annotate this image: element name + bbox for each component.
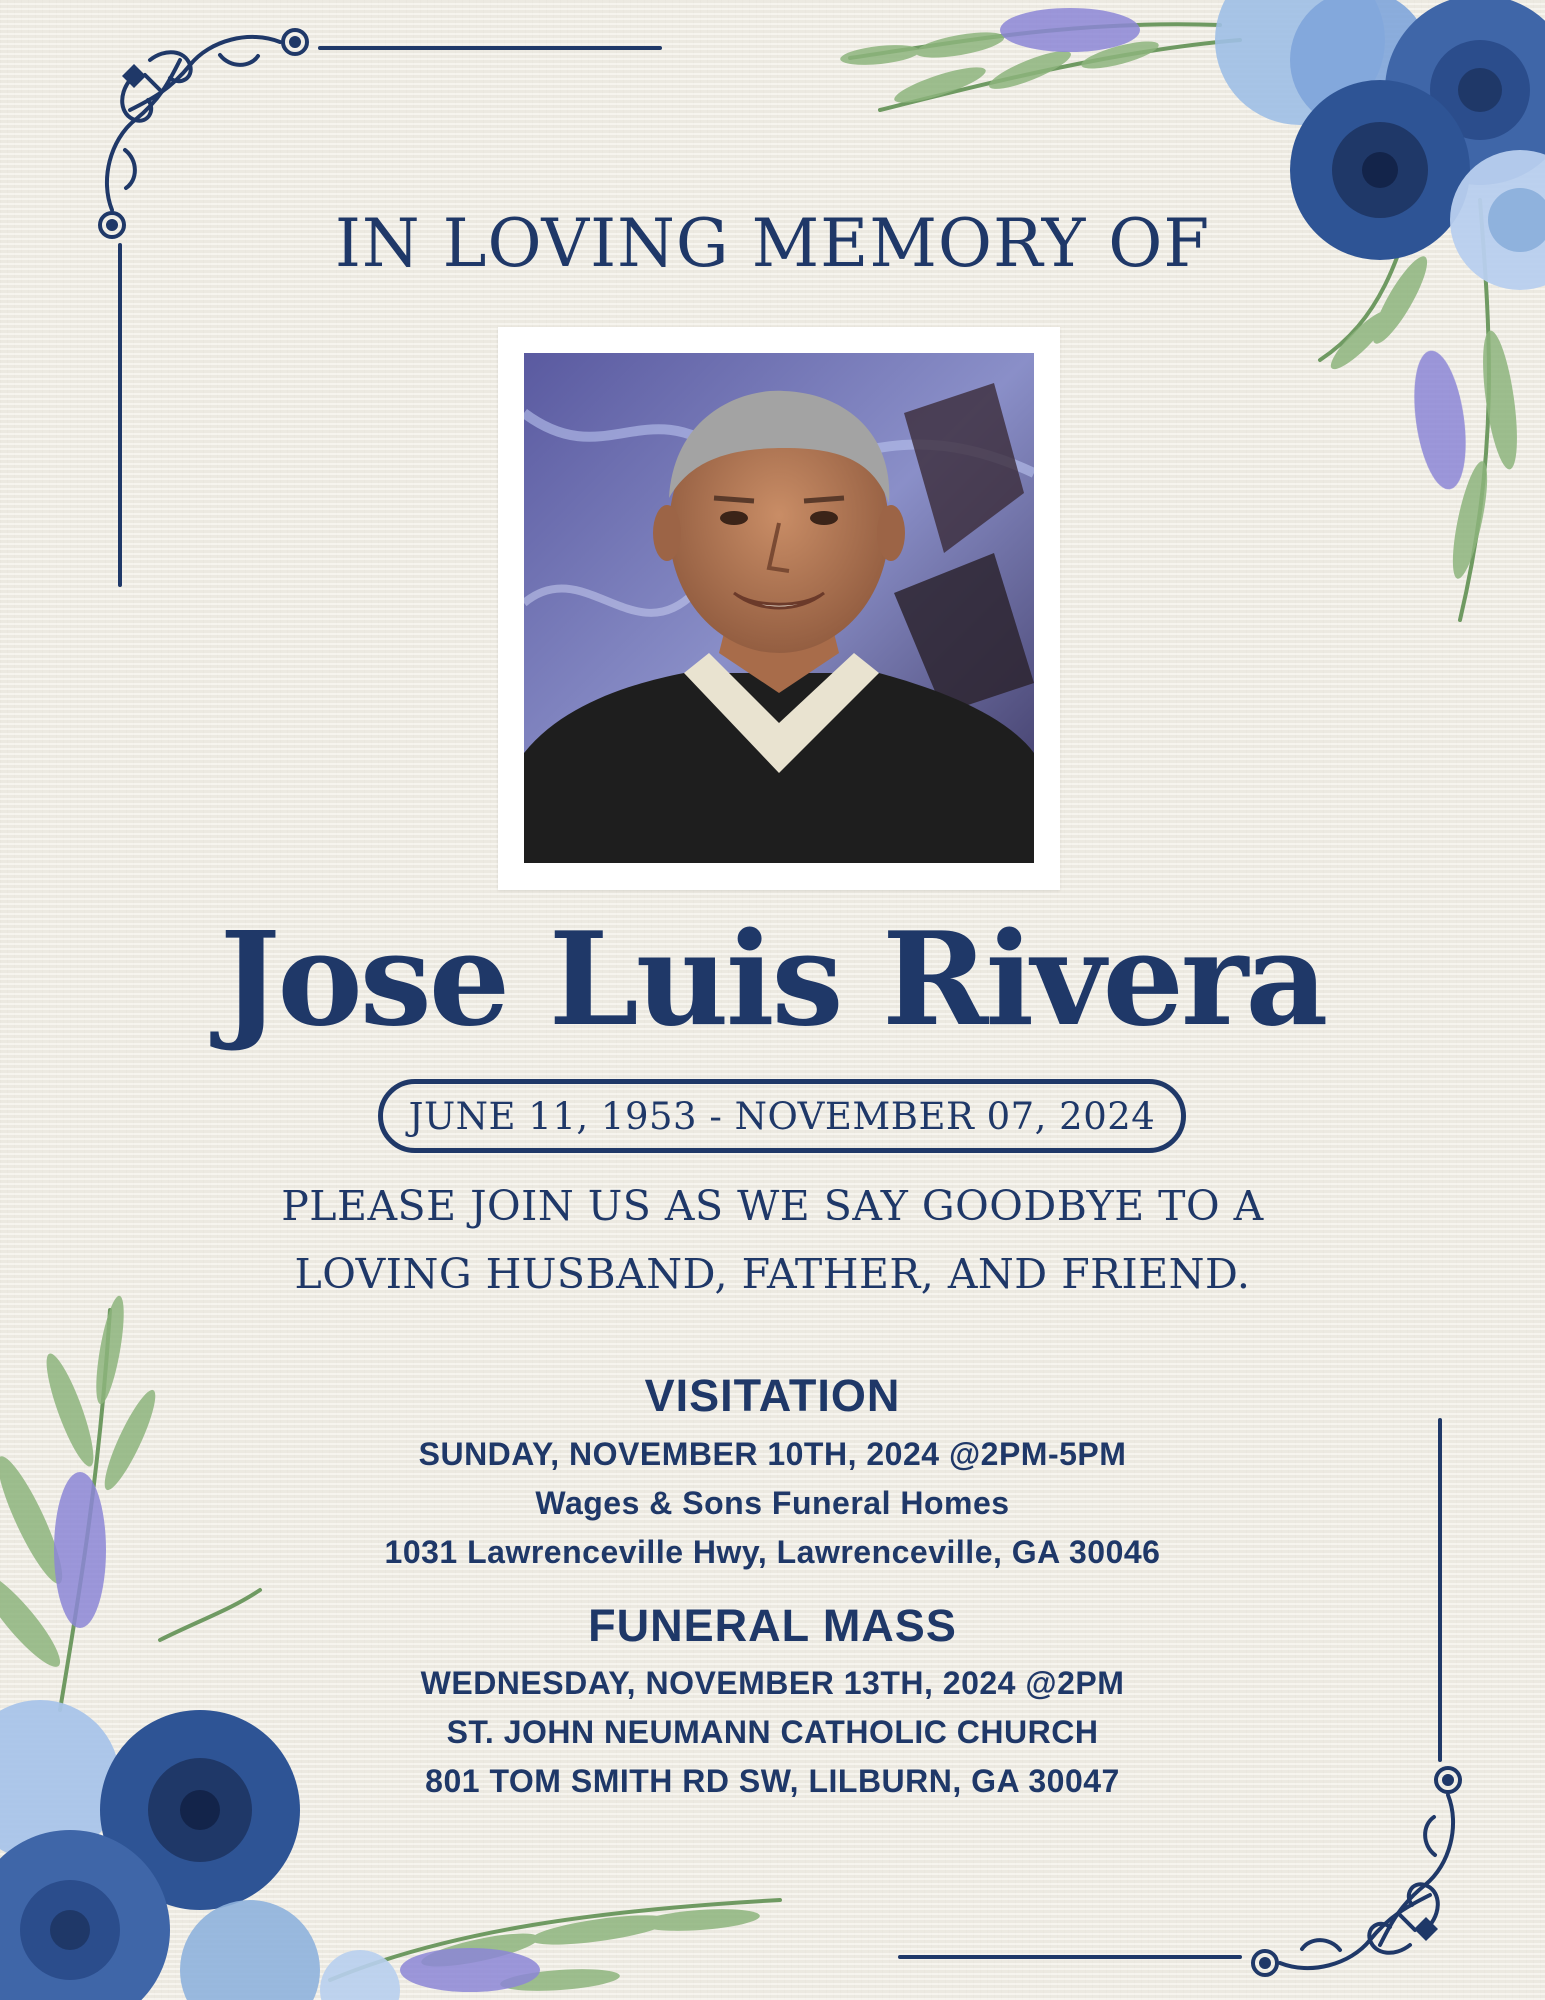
deceased-name: Jose Luis Rivera: [219, 905, 1326, 1055]
visitation-venue: Wages & Sons Funeral Homes: [535, 1485, 1010, 1521]
funeral-mass-title: FUNERAL MASS: [588, 1600, 957, 1651]
page-heading: IN LOVING MEMORY OF: [334, 205, 1211, 282]
life-dates: JUNE 11, 1953 - NOVEMBER 07, 2024: [408, 1094, 1156, 1138]
invitation-line-1: PLEASE JOIN US AS WE SAY GOODBYE TO A: [281, 1182, 1264, 1230]
visitation-title: VISITATION: [644, 1370, 901, 1421]
funeral-mass-address: 801 TOM SMITH RD SW, LILBURN, GA 30047: [425, 1763, 1120, 1799]
dates-pill: [378, 1079, 1186, 1153]
visitation-address: 1031 Lawrenceville Hwy, Lawrenceville, GA 30046: [384, 1534, 1161, 1570]
portrait-frame: [498, 327, 1060, 890]
portrait-photo: [524, 353, 1034, 863]
invitation-line-2: LOVING HUSBAND, FATHER, AND FRIEND.: [294, 1250, 1251, 1298]
visitation-datetime: SUNDAY, NOVEMBER 10TH, 2024 @2PM-5PM: [418, 1436, 1127, 1472]
funeral-mass-venue: ST. JOHN NEUMANN CATHOLIC CHURCH: [446, 1714, 1099, 1750]
funeral-mass-datetime: WEDNESDAY, NOVEMBER 13TH, 2024 @2PM: [420, 1665, 1125, 1701]
